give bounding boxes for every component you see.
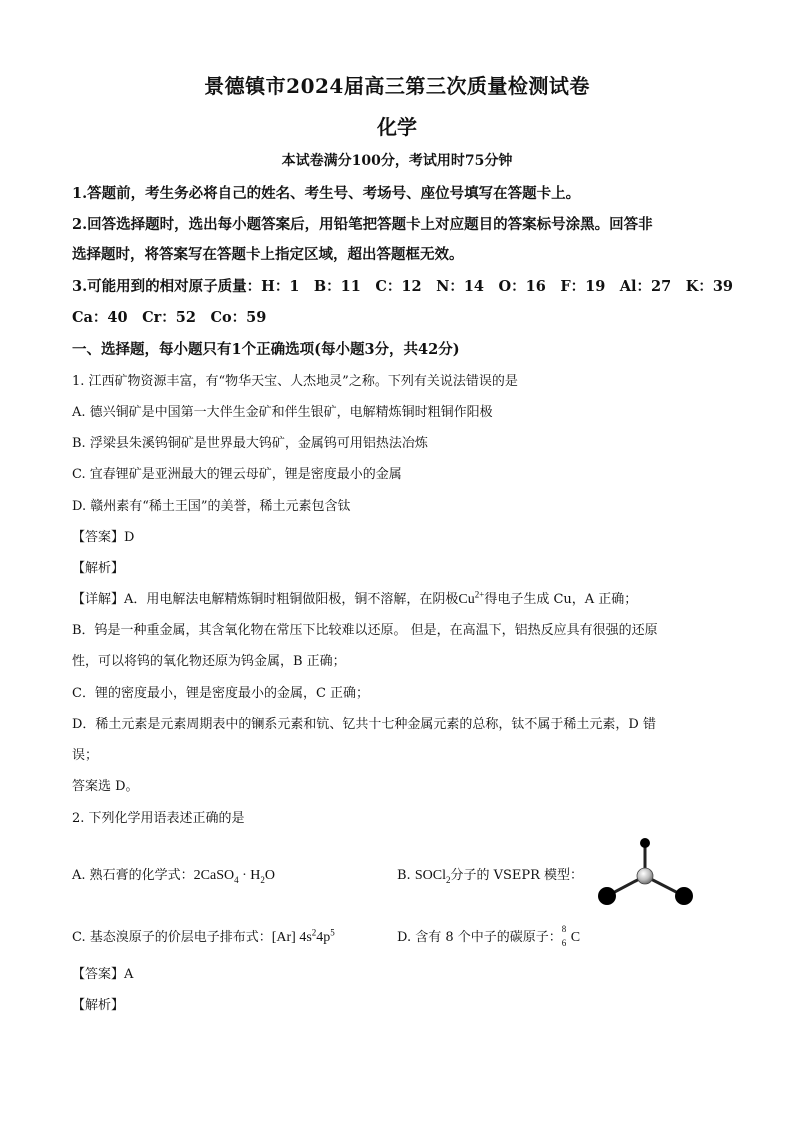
formula-sub: 2 [260,874,265,885]
instruction-2-cont: 选择题时，将答案写在答题卡上指定区域，超出答题框无效。 [72,246,464,263]
answer-tag: 【答案】 [72,967,125,982]
q1-option-d: D. 赣州素有“稀土王国”的美誉，稀土元素包含钛 [72,499,351,514]
option-c-label: C. 基态溴原子的价层电子排布式： [72,930,272,945]
option-a-label: A. 熟石膏的化学式： [72,868,194,883]
formula-part: O [264,868,276,883]
option-b-label: B. [397,868,415,883]
detail-tag: 【详解】 [72,592,125,607]
detail-a-text: A．用电解法电解精炼铜时粗铜做阳极，铜不溶解，在阴极 [124,592,459,607]
formula-sub: 4 [234,874,239,885]
q1-option-c: C. 宜春锂矿是亚洲最大的锂云母矿，锂是密度最小的金属 [72,467,402,482]
subject-title: 化学 [377,115,417,139]
option-d-label: D. 含有 8 个中子的碳原子： [397,930,562,945]
q1-detail-d: D．稀土元素是元素周期表中的镧系元素和钪、钇共十七种金属元素的总称，钛不属于稀土元素，D 错 [72,717,656,732]
formula-part: 2CaSO [193,868,235,883]
instruction-3: 3.可能用到的相对原子质量：H：1 B：11 C：12 N：14 O：16 F：19 Al：27 K：39 [72,278,734,295]
carbon-isotope [561,924,581,948]
central-atom [637,868,653,884]
answer-value: A [124,967,134,982]
q2-option-b [397,864,583,885]
lone-pair-atom [640,838,650,848]
bromine-config [271,927,335,945]
answer-value: D [124,530,135,545]
q1-answer [72,526,134,545]
detail-a-text-end: 得电子生成 Cu，A 正确； [484,592,638,607]
formula-part: · H [238,868,261,883]
q1-option-b: B. 浮梁县朱溪钨铜矿是世界最大钨矿，金属钨可用铝热法冶炼 [72,436,428,451]
q2-answer [72,963,133,982]
formula-sup: 5 [330,927,335,938]
q1-detail-b-cont: 性，可以将钨的氧化物还原为钨金属，B 正确； [72,654,346,669]
q2-analysis-tag: 【解析】 [72,998,125,1013]
formula-sup: 2 [311,927,317,938]
exam-info: 本试卷满分100分，考试用时75分钟 [281,153,513,169]
q1-detail-b: B．钨是一种重金属，其含氧化物在常压下比较难以还原。 但是，在高温下，铝热反应具有很强的还原 [72,623,658,638]
element-symbol: C [570,930,581,945]
copper-symbol: Cu [458,592,475,607]
q2-stem: 2. 下列化学用语表述正确的是 [72,811,245,826]
q1-detail-a [72,588,637,608]
q2-option-c [72,926,335,946]
q1-detail-c: C．锂的密度最小，锂是密度最小的金属，C 正确； [72,686,370,701]
q1-conclusion: 答案选 D。 [72,779,139,794]
q2-option-d [397,926,580,946]
section-heading: 一、选择题，每小题只有1个正确选项(每小题3分，共42分) [72,341,460,358]
right-atom [675,887,693,905]
q1-option-a: A. 德兴铜矿是中国第一大伴生金矿和伴生银矿，电解精炼铜时粗铜作阳极 [72,405,493,420]
instruction-2: 2.回答选择题时，选出每小题答案后，用铅笔把答题卡上对应题目的答案标号涂黑。回答非 [72,216,653,233]
q1-stem: 1. 江西矿物资源丰富，有“物华天宝、人杰地灵”之称。下列有关说法错误的是 [72,374,518,389]
left-atom [598,887,616,905]
formula-part: 4p [316,930,331,945]
formula-part: SOCl [414,868,446,883]
formula-sub: 2 [445,874,451,885]
answer-tag: 【答案】 [72,530,125,545]
q2-option-a [72,864,275,885]
copper-ion [458,589,485,607]
vsepr-model-diagram [594,836,698,910]
instruction-1: 1.答题前，考生务必将自己的姓名、考生号、考场号、座位号填写在答题卡上。 [72,185,581,202]
gypsum-formula [194,868,275,883]
q1-analysis-tag: 【解析】 [72,561,125,576]
formula-part: [Ar] 4s [271,930,312,945]
atomic-number: 6 [561,938,567,948]
exam-title: 景德镇市2024届高三第三次质量检测试卷 [204,74,590,98]
mass-number: 8 [561,924,567,934]
instruction-3-cont: Ca：40 Cr：52 Co：59 [72,309,267,326]
copper-charge: 2+ [474,589,485,600]
q1-detail-d-cont: 误； [72,748,99,763]
option-b-text: 分子的 VSEPR 模型： [450,868,584,883]
socl2-formula [415,868,451,883]
